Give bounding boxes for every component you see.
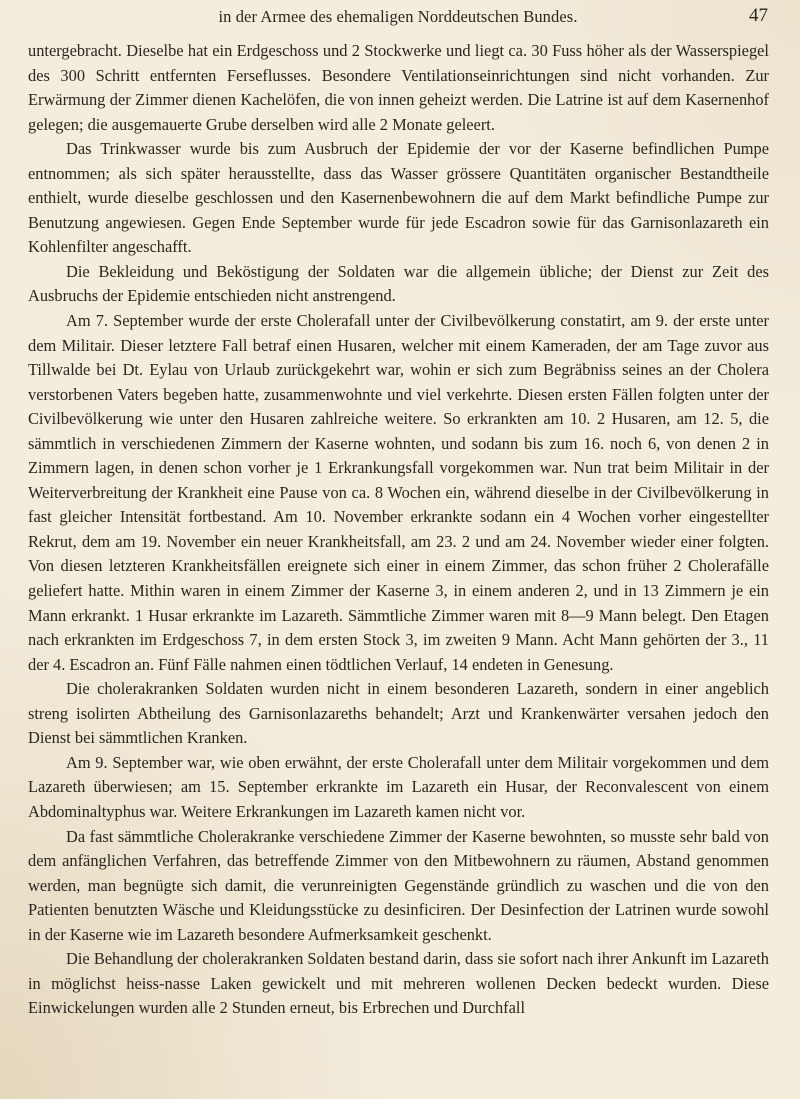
paragraph: Am 7. September wurde der erste Cholerafall unter der Civilbevölkerung constatirt, am 9. der erste unter dem Militair. Dieser letztere Fall betraf einen Husaren, welcher mit einem Kameraden, der am Tage zuvor aus Tillwalde bei Dt. Eylau von Urlaub zurückgekehrt war, wohin er sich zum Begräbniss seines an der Cholera verstorbenen Vaters begeben hatte, zusammenwohnte und viel verkehrte. Diesen ersten Fällen folgten unter der Civilbevölkerung wie unter den Husaren zahlreiche weitere. So erkrankten am 10. 2 Husaren, am 12. 5, die sämmtlich in verschiedenen Zimmern der Kaserne wohnten, und sodann bis zum 16. noch 6, von denen 2 in Zimmern lagen, in denen schon vorher je 1 Erkrankungsfall vorgekommen war. Nun trat beim Militair in der Weiterverbreitung der Krankheit eine Pause von ca. 8 Wochen ein, während dieselbe in der Civilbevölkerung in fast gleicher Intensität fortbestand. Am 10. November erkrankte sodann ein 4 Wochen vorher eingestellter Rekrut, dem am 19. November ein neuer Krankheitsfall, am 23. 2 und am 24. November wieder einer folgten. Von diesen letzteren Krankheitsfällen ereignete sich einer in einem Zimmer, das schon früher 2 Cholerafälle geliefert hatte. Mithin waren in einem Zimmer der Kaserne 3, in einem anderen 2, und in 13 Zimmern je ein Mann erkrankt. 1 Husar erkrankte im Lazareth. Sämmtliche Zimmer waren mit 8—9 Mann belegt. Den Etagen nach erkrankten im Erdgeschoss 7, in dem ersten Stock 3, im zweiten 9 Mann. Acht Mann gehörten der 3., 11 der 4. Escadron an. Fünf Fälle nahmen einen tödtlichen Verlauf, 14 endeten in Genesung. bbox=[28, 311, 769, 674]
paragraph: Die Behandlung der cholerakranken Soldaten bestand darin, dass sie sofort nach ihrer Ankunft im Lazareth in möglichst heiss-nasse Laken gewickelt und mit mehreren wollenen Decken bedeckt wurden. Diese Einwickelungen wurden alle 2 Stunden erneut, bis Erbrechen und Durchfall bbox=[28, 949, 769, 1018]
paragraph: Das Trinkwasser wurde bis zum Ausbruch der Epidemie der vor der Kaserne befindlichen Pumpe entnommen; als sich später herausstellte, dass das Wasser grössere Quantitäten organischer Bestandtheile enthielt, wurde dieselbe geschlossen und den Kasernenbewohnern die auf dem Markt befindliche Pumpe zur Benutzung angewiesen. Gegen Ende September wurde für jede Escadron sowie für das Garnisonlazareth ein Kohlenfilter angeschafft. bbox=[28, 139, 769, 257]
paragraph: Am 9. September war, wie oben erwähnt, der erste Cholerafall unter dem Militair vorgekommen und dem Lazareth überwiesen; am 15. September erkrankte im Lazareth ein Husar, der Reconvalescent von einem Abdominaltyphus war. Weitere Erkrankungen im Lazareth kamen nicht vor. bbox=[28, 752, 769, 821]
body-text bbox=[28, 39, 769, 1021]
paragraph: Die cholerakranken Soldaten wurden nicht in einem besonderen Lazareth, sondern in einer angeblich streng isolirten Abtheilung des Garnisonlazareths behandelt; Arzt und Krankenwärter versahen jedoch den Dienst bei sämmtlichen Kranken. bbox=[28, 679, 769, 748]
running-header bbox=[28, 7, 768, 31]
running-title: in der Armee des ehemaligen Norddeutschen Bundes. bbox=[218, 7, 578, 26]
paragraph: untergebracht. Dieselbe hat ein Erdgeschoss und 2 Stockwerke und liegt ca. 30 Fuss höher als der Wasserspiegel des 300 Schritt entfernten Ferseflusses. Besondere Ventilationseinrichtungen sind nicht vorhanden. Zur Erwärmung der Zimmer dienen Kachelöfen, die von innen geheizt werden. Die Latrine ist auf dem Kasernenhof gelegen; die ausgemauerte Grube derselben wird alle 2 Monate geleert. bbox=[28, 41, 769, 134]
paragraph: Da fast sämmtliche Cholerakranke verschiedene Zimmer der Kaserne bewohnten, so musste sehr bald von dem anfänglichen Verfahren, das betreffende Zimmer von den Mitbewohnern zu räumen, Abstand genommen werden, man begnügte sich damit, die verunreinigten Gegenstände gründlich zu waschen und die von den Patienten benutzten Wäsche und Kleidungsstücke zu desinficiren. Der Desinfection der Latrinen wurde sowohl in der Kaserne wie im Lazareth besondere Aufmerksamkeit geschenkt. bbox=[28, 826, 769, 944]
page-number: 47 bbox=[749, 5, 768, 26]
paragraph: Die Bekleidung und Beköstigung der Soldaten war die allgemein übliche; der Dienst zur Zeit des Ausbruchs der Epidemie entschieden nicht anstrengend. bbox=[28, 261, 769, 306]
